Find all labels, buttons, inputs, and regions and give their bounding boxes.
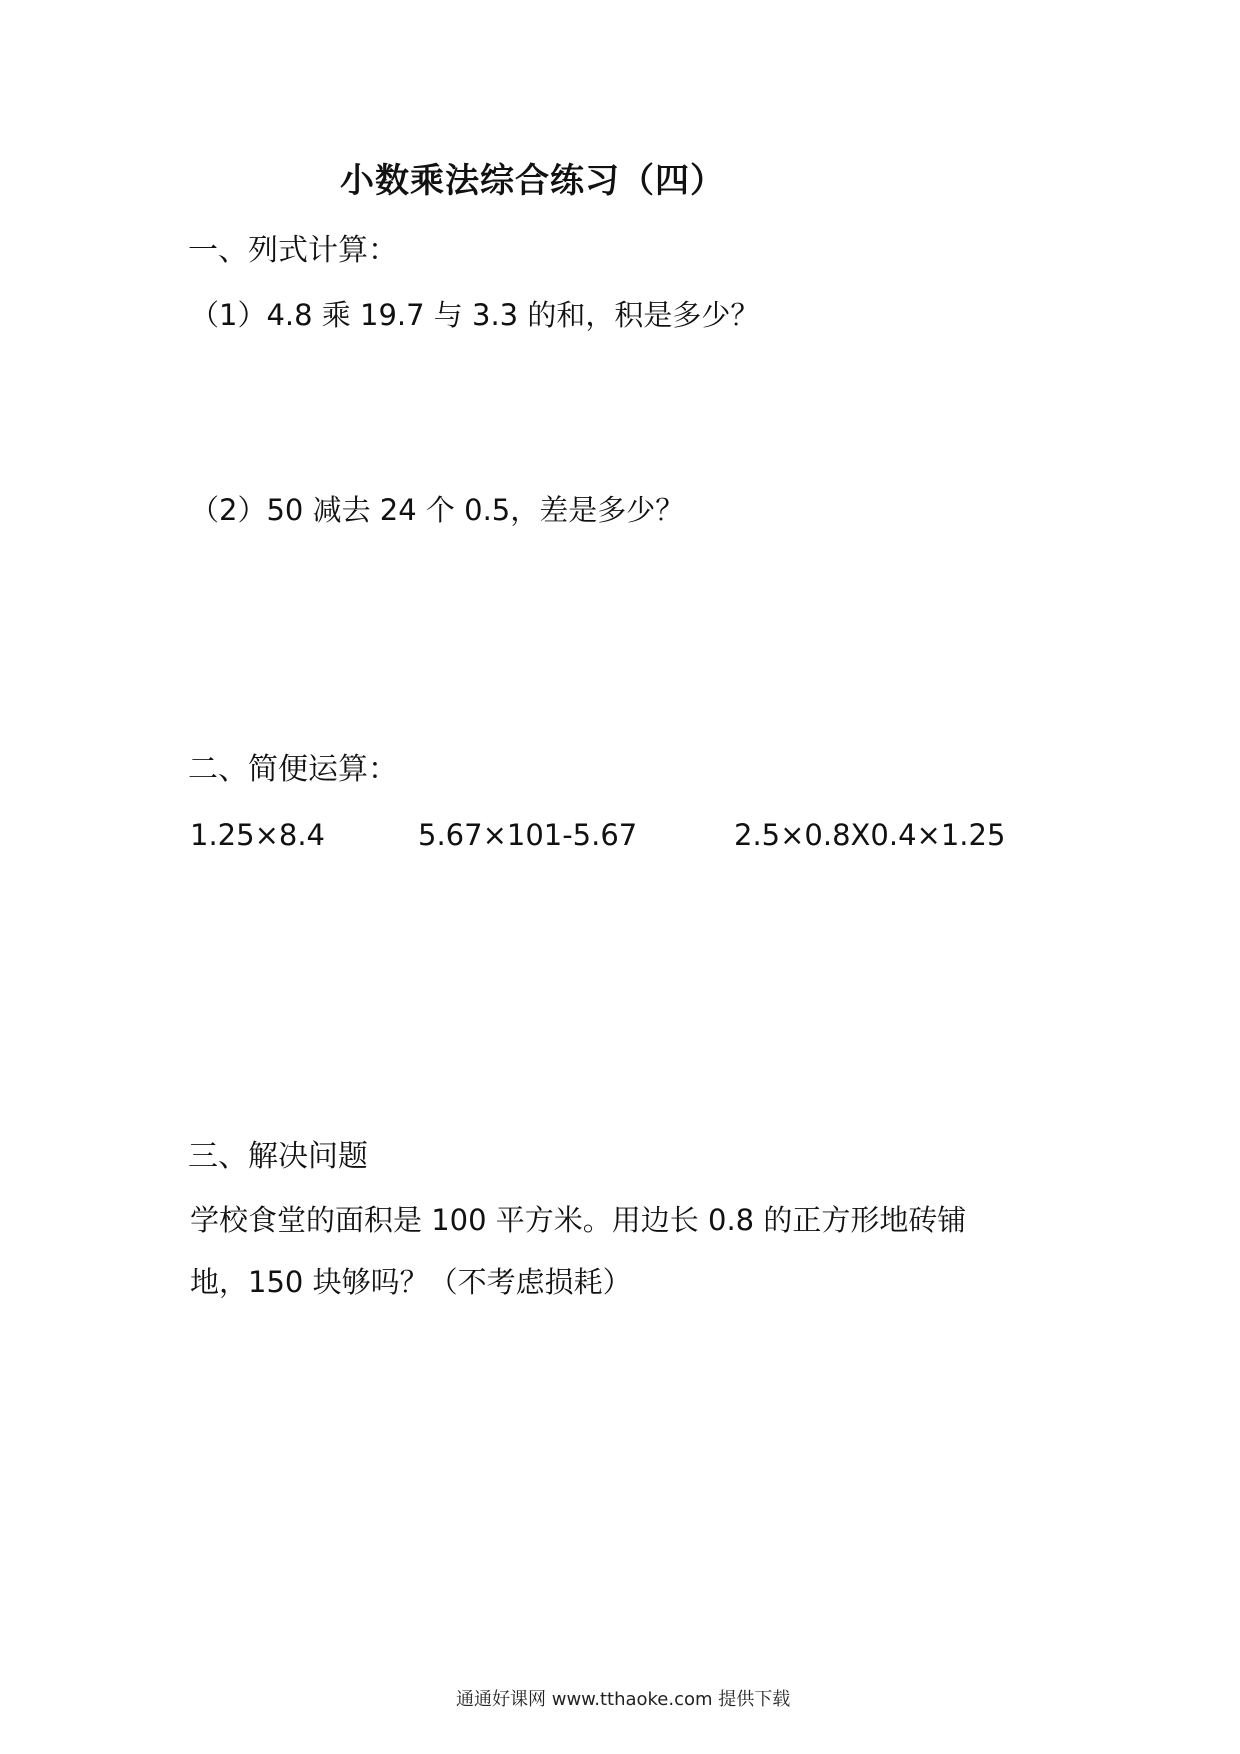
expression-2: 5.67×101-5.67 — [418, 818, 638, 852]
question-1: （1）4.8 乘 19.7 与 3.3 的和，积是多少？ — [190, 298, 760, 332]
expression-1: 1.25×8.4 — [190, 818, 325, 852]
section-heading-calculation: 一、列式计算： — [188, 233, 398, 268]
word-problem-line-2: 地，150 块够吗？（不考虑损耗） — [190, 1265, 632, 1299]
word-problem-line-1: 学校食堂的面积是 100 平方米。用边长 0.8 的正方形地砖铺 — [190, 1203, 967, 1237]
question-2: （2）50 减去 24 个 0.5，差是多少？ — [190, 493, 685, 527]
section-heading-problem: 三、解决问题 — [188, 1139, 368, 1174]
footer-watermark: 通通好课网 www.tthaoke.com 提供下载 — [456, 1689, 791, 1710]
expression-3: 2.5×0.8X0.4×1.25 — [734, 818, 1006, 852]
section-heading-simplified: 二、简便运算： — [188, 752, 398, 787]
page-title: 小数乘法综合练习（四） — [340, 161, 725, 201]
